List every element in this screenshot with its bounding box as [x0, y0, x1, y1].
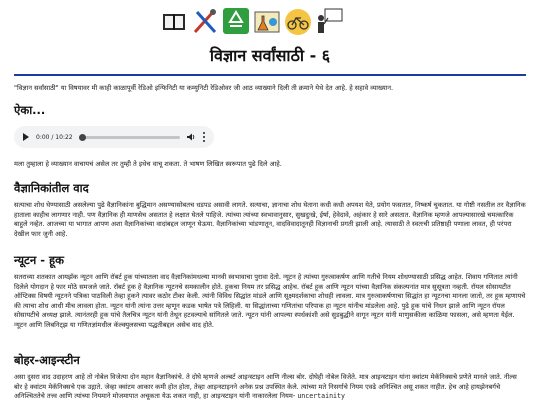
more-options-icon[interactable] — [200, 132, 208, 142]
uncertainty-term: uncertainity — [297, 392, 345, 401]
section-paragraph — [14, 373, 526, 403]
audio-time: 0:00 / 10:22 — [36, 133, 73, 141]
section-heading: न्यूटन - हूक — [14, 253, 64, 267]
lab-icon — [253, 6, 281, 36]
teacher-icon — [315, 6, 343, 36]
listen-heading: ऐका... — [14, 103, 46, 117]
recycle-icon — [222, 6, 250, 36]
book-icon — [160, 6, 188, 36]
volume-icon[interactable] — [186, 132, 196, 142]
audio-player[interactable] — [14, 126, 214, 148]
section-paragraph-text: असा दुसरा वाद उदाहरण आहे तो नोबेल विजेत्या दोन महान वैज्ञानिकांचे. ते दोघे म्हणजे अल्बर्ट आइन्स्टाइन आणि नील्स बोर. दोघेही नोबेल विजेते. मात्र आइन्स्टाइन यांना क्वांटम मेकॅनिक्सचे प्रणेते मानले जाते. नील्स बोर हे क्वांटम मेकॅनिक्सचे एक उद्गाते. जेव्हा क्वांटम आकार कमी होत होता, तेव्हा आइन्स्टाइनने अनेक प्रश्न उपस्थित केले. त्यांच्या मते निसर्गाचे नियम एवढे अनिश्चित असू शकत नाहीत. हेच आहे हायझेनबर्गचे अनिश्चिततेचे तत्त्व आणि त्यांच्या नियमाने मोजमापात अचूकता येऊ शकत नाही, हा आइन्स्टाइन यांनी नाकारलेला नियम- — [14, 373, 517, 401]
listen-note: मला तुम्हाला हे व्याख्यान वाचायचं असेल तर तुम्ही ते इथेच वाचू शकता. ते भाषण लिखित स्वरूपात पुढे दिले आहे. — [14, 160, 282, 168]
page-title: विज्ञान सर्वांसाठी - ६ — [209, 46, 331, 65]
tools-icon — [191, 6, 219, 36]
play-button[interactable] — [20, 131, 32, 143]
section-heading: बोहर-आइन्स्टीन — [14, 353, 80, 367]
section-paragraph: सतराव्या शतकात आयझॅक न्यूटन आणि रॉबर्ट हूक यांच्यातला वाद वैज्ञानिकांमधल्या मानवी स्वभावाचा पुरावा देतो. न्यूटन हे त्यांच्या गुरुत्वाकर्षण आणि गतीचे नियम शोधण्यासाठी प्रसिद्ध आहेत. शिवाय गणितात त्यांनी दिलेले योगदान हे फार मोठे समजले जाते. रॉबर्ट हूक हे वैज्ञानिक न्यूटनचे समकालीन होते. हूकचा नियम तर प्रसिद्ध आहेच. रॉबर्ट हूक आणि न्यूटन यांच्या वैज्ञानिक संकल्पनांत मात्र सुसूत्रता नव्हती. रॉयल सोसायटीत ऑप्टिक्स विषयी न्यूटनने पत्रिका पाठविली तेव्हा हूकने त्यावर कठोर टीका केली. त्यांनी विविध सिद्धांत मांडले आणि सूक्ष्मदर्शकाचा शोधही लावला. मात्र गुरुत्वाकर्षणाचा सिद्धांत हा न्यूटनचा मानला जातो, तर हूक म्हणायचे की त्याचा शोध आधी मीच लावला होता. न्यूटन यांनी त्यांना उत्तर म्हणून कडक भाषेत पत्रे लिहिली. या सिद्धांताच्या गणितांचा परिपाक हा न्यूटन यांनीच मांडलेला आहे. पुढे हूक यांचे निधन झाले आणि न्यूटन रॉयल सोसायटीचे अध्यक्ष झाले. त्यानंतरही हूक यांचे तैलचित्र न्यूटन यांनी तेथून हटवल्याचे सांगितले जाते. न्यूटन यांनी आपल्या स्पर्धकांशी असे सुडबुद्धीने वागून न्यूटन यांनी माणुसकीला काळिमा फासला, असे म्हणता येईल. न्यूटन आणि लिबनिट्झ या गणितज्ञांमधील कॅल्क्युलसच्या पद्धतीबद्दल असेच वाद होते. — [14, 273, 526, 329]
section-paragraph: सत्याचा शोध घेण्यासाठी असलेल्या पुढे वैज्ञानिकांना बुद्धिमान असण्यासोबतच धडपड असावी लागते. सत्याचा, ज्ञानाचा शोध घेताना कधी कधी अपयश येते, प्रयोग फसतात, निष्कर्ष चुकतात. या गोष्टी नसतील तर वैज्ञानिक हाताला काहीच लागणार नाही. पण वैज्ञानिक ही माणसेच असतात हे लक्षात घेतले पाहिजे. त्यांच्या त्यांच्या स्वभावानुसार, सुखदुःखे, ईर्षा, हेवेदावे, अहंकार हे सारे असतात. वैज्ञानिक म्हणजे आपल्यासारखे चमत्कारिक बाहुले नव्हेत. आजच्या या भागात आपण अशा वैज्ञानिकांच्या वादांबद्दल जाणून घेऊया. वैज्ञानिकांच्या भांडणातून, वादविवादातूनही विज्ञानाची प्रगती झाली आहे. त्यासाठी ते स्वतःची प्रतिष्ठाही पणाला लावत, ही परंपरा देखील फार जुनी आहे. — [14, 201, 526, 238]
title-divider — [14, 74, 526, 76]
audio-progress-bar[interactable] — [79, 136, 180, 139]
section-heading: वैज्ञानिकांतील वाद — [14, 181, 89, 195]
intro-paragraph: "विज्ञान सर्वांसाठी" या विषयावर मी काही काळापूर्वी रेडिओ इन्फिनिटी या कम्युनिटी रेडिओवर जी आठ व्याख्याने दिली ती क्रमाने येथे देत आहे. हे सहावे व्याख्यान. — [14, 84, 394, 92]
bicycle-icon — [284, 6, 312, 36]
header-icon-strip — [160, 2, 343, 36]
